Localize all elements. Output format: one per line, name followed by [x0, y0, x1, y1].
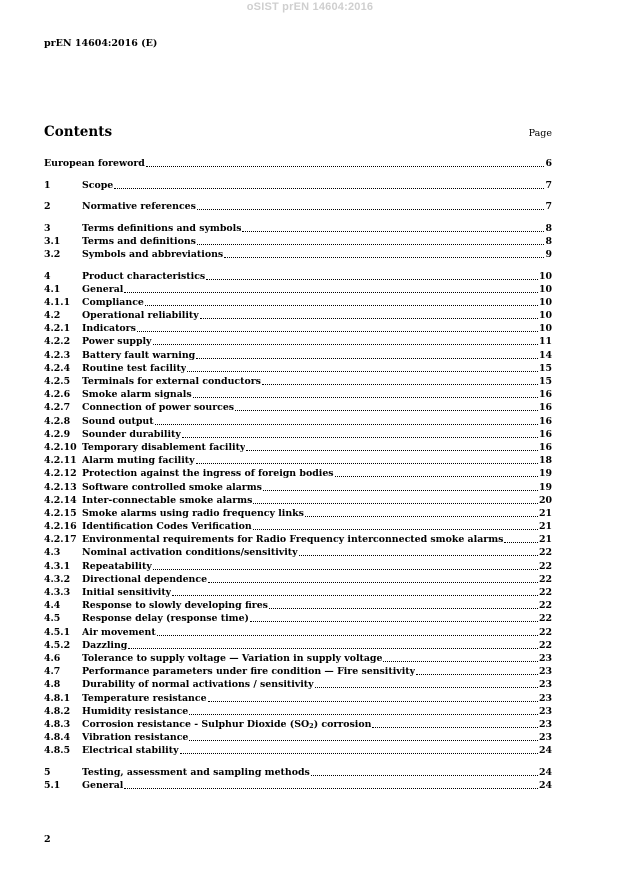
toc-entry[interactable] — [44, 677, 552, 690]
toc-entry-number: 4 — [44, 270, 51, 282]
toc-entry-page: 10 — [538, 283, 552, 295]
toc-entry-title — [82, 416, 154, 427]
toc-entry-title — [82, 706, 188, 717]
toc-entry-title-text: Humidity resistance — [82, 705, 189, 717]
toc-entry-number: 3.2 — [44, 249, 61, 261]
toc-entry-title — [82, 613, 249, 624]
toc-entry-leader-dots — [305, 515, 538, 517]
toc-entry-title — [82, 534, 503, 545]
toc-entry-leader-dots — [157, 634, 538, 636]
toc-entry-title-text: Identification Codes Verification — [82, 521, 252, 533]
toc-entry-number: 4.2.11 — [44, 455, 77, 467]
toc-entry-leader-dots — [335, 475, 538, 477]
toc-entry-page: 10 — [538, 310, 552, 322]
toc-entry-leader-dots — [242, 230, 544, 232]
toc-entry-title — [82, 223, 241, 234]
toc-entry-title-text: Electrical stability — [82, 745, 179, 757]
toc-entry[interactable] — [44, 268, 552, 281]
toc-entry[interactable] — [44, 466, 552, 479]
toc-entry[interactable] — [44, 532, 552, 545]
toc-entry-number: 3.1 — [44, 235, 61, 247]
toc-entry-title — [82, 653, 382, 664]
toc-entry-leader-dots — [197, 243, 545, 245]
toc-entry-page: 24 — [538, 745, 552, 757]
toc-entry-leader-dots — [114, 187, 544, 189]
toc-entry-title-text: Environmental requirements for Radio Frequency interconnected smoke alarms — [82, 534, 504, 546]
document-id: prEN 14604:2016 (E) — [44, 38, 158, 49]
toc-entry[interactable] — [44, 220, 552, 233]
toc-entry-page: 22 — [538, 626, 552, 638]
toc-entry-title-text: Tolerance to supply voltage — Variation in supply voltage — [82, 652, 383, 664]
toc-entry-leader-dots — [383, 660, 538, 662]
toc-entry-title — [82, 693, 207, 704]
toc-entry-page: 22 — [538, 587, 552, 598]
toc-entry-title-text: Terms definitions and symbols — [82, 222, 242, 234]
toc-entry-page: 22 — [538, 573, 552, 585]
toc-entry-leader-dots — [504, 541, 538, 543]
toc-entry-title — [82, 574, 207, 585]
toc-entry[interactable] — [44, 493, 552, 506]
toc-entry-page: 15 — [538, 376, 552, 387]
toc-entry-title — [82, 627, 156, 638]
toc-entry-number: 2 — [44, 201, 51, 213]
toc-entry[interactable] — [44, 624, 552, 637]
toc-entry-number: 3 — [44, 222, 51, 234]
toc-entry-title-text: Routine test facility — [82, 362, 187, 374]
toc-entry-leader-dots — [246, 449, 538, 451]
toc-entry-title — [82, 508, 304, 519]
toc-entry[interactable] — [44, 334, 552, 347]
toc-entry-title-text: Smoke alarms using radio frequency links — [82, 507, 304, 519]
toc-entry[interactable] — [44, 295, 552, 308]
toc-entry-title-text: Product characteristics — [82, 270, 206, 282]
toc-entry-page: 23 — [538, 652, 552, 664]
toc-entry-number: 4.6 — [44, 652, 61, 664]
toc-entry[interactable] — [44, 572, 552, 585]
toc-entry-leader-dots — [153, 568, 538, 570]
toc-entry[interactable] — [44, 545, 552, 558]
toc-entry-title-text: Directional dependence — [82, 573, 208, 585]
toc-entry-leader-dots — [189, 713, 538, 715]
toc-entry-title-text: Smoke alarm signals — [82, 389, 192, 401]
toc-entry-title — [82, 201, 196, 212]
toc-entry-title — [82, 745, 179, 756]
toc-entry-title-text: Symbols and abbreviations — [82, 249, 224, 261]
toc-entry[interactable] — [44, 479, 552, 492]
toc-entry-title-text: Inter-connectable smoke alarms — [82, 494, 253, 506]
toc-entry-page: 6 — [545, 158, 552, 170]
toc-entry[interactable] — [44, 690, 552, 703]
toc-entry-page: 21 — [538, 534, 552, 546]
toc-entry[interactable] — [44, 611, 552, 624]
toc-entry-page: 24 — [538, 779, 552, 791]
toc-entry[interactable] — [44, 638, 552, 651]
toc-entry-title — [82, 249, 223, 260]
toc-entry[interactable] — [44, 387, 552, 400]
toc-entry-number: 4.3.3 — [44, 587, 71, 598]
toc-entry-number: 4.1 — [44, 283, 61, 295]
toc-entry-number: 5 — [44, 766, 51, 778]
toc-entry[interactable] — [44, 778, 552, 791]
toc-entry-title-text: Temperature resistance — [82, 692, 207, 704]
toc-entry-leader-dots — [124, 787, 538, 789]
toc-entry-number: 4.2.7 — [44, 402, 71, 414]
toc-entry-number: 4.2.9 — [44, 428, 71, 440]
toc-entry[interactable] — [44, 506, 552, 519]
toc-entry-number: 4.8 — [44, 679, 61, 691]
toc-entry-page: 23 — [538, 692, 552, 704]
toc-entry[interactable] — [44, 308, 552, 321]
toc-entry-title-text: Response to slowly developing fires — [82, 600, 268, 612]
toc-entry-title — [82, 561, 152, 572]
toc-entry[interactable] — [44, 440, 552, 453]
toc-entry-number: 4.2.15 — [44, 507, 77, 519]
toc-entry-page: 21 — [538, 507, 552, 519]
toc-entry-title — [82, 389, 192, 400]
toc-entry-number: 4.3.1 — [44, 560, 71, 572]
toc-entry-number: 5.1 — [44, 779, 61, 791]
toc-entry[interactable] — [44, 585, 552, 598]
toc-entry-leader-dots — [372, 726, 538, 728]
toc-entry-leader-dots — [146, 165, 545, 167]
toc-entry-number: 4.2.1 — [44, 323, 71, 335]
toc-entry-page: 24 — [538, 766, 552, 778]
toc-entry-number: 4.2.4 — [44, 362, 71, 374]
toc-entry[interactable] — [44, 347, 552, 360]
toc-entry-number: 4.5.2 — [44, 639, 71, 651]
toc-entry-leader-dots — [189, 739, 538, 741]
toc-entry-number: 4.2.13 — [44, 481, 77, 493]
toc-entry-page: 23 — [538, 705, 552, 717]
toc-entry[interactable] — [44, 427, 552, 440]
toc-entry-page: 19 — [538, 481, 552, 493]
toc-entry-page: 11 — [538, 336, 552, 348]
toc-entry-leader-dots — [253, 528, 538, 530]
toc-entry-title — [82, 521, 252, 532]
toc-entry[interactable] — [44, 156, 552, 169]
toc-entry-leader-dots — [153, 343, 538, 345]
toc-entry-leader-dots — [250, 620, 538, 622]
toc-entry-title-text: Software controlled smoke alarms — [82, 481, 262, 493]
toc-entry-leader-dots — [208, 581, 538, 583]
toc-entry-leader-dots — [197, 208, 545, 210]
toc-entry-title — [82, 640, 127, 651]
toc-entry-title-text: Repeatability — [82, 560, 152, 572]
toc-entry-number: 4.2.2 — [44, 336, 71, 348]
toc-entry-title — [82, 271, 205, 282]
toc-entry-title — [82, 679, 314, 690]
toc-entry-title-text: Compliance — [82, 296, 144, 308]
toc-entry-title — [82, 402, 234, 413]
toc-entry[interactable] — [44, 247, 552, 260]
toc-entry-number: 4.8.3 — [44, 718, 71, 730]
toc-entry-page: 8 — [545, 235, 552, 247]
toc-entry-number: 1 — [44, 179, 51, 191]
toc-entry[interactable] — [44, 598, 552, 611]
toc-entry-title-text: Initial sensitivity — [82, 587, 172, 598]
toc-entry-leader-dots — [200, 317, 538, 319]
toc-entry-leader-dots — [196, 462, 538, 464]
toc-entry-page: 7 — [545, 179, 552, 191]
toc-entry-title-text: Terms and definitions — [82, 235, 196, 247]
toc-entry-page: 9 — [545, 249, 552, 261]
toc-entry[interactable] — [44, 234, 552, 247]
toc-entry-page: 16 — [538, 428, 552, 440]
toc-entry-page: 22 — [538, 600, 552, 612]
toc-entry-title — [82, 666, 415, 677]
toc-entry-number: 4.2.12 — [44, 468, 77, 480]
toc-entry[interactable] — [44, 765, 552, 778]
toc-entry-title-text: Power supply — [82, 336, 152, 348]
toc-entry[interactable] — [44, 177, 552, 190]
toc-entry-title — [82, 323, 136, 334]
toc-entry-leader-dots — [155, 423, 538, 425]
toc-entry-leader-dots — [208, 700, 538, 702]
toc-entry-number: 4.4 — [44, 600, 61, 612]
toc-entry-title-text: Sound output — [82, 415, 154, 427]
toc-entry[interactable] — [44, 282, 552, 295]
toc-entry-page: 16 — [538, 389, 552, 401]
toc-entry-leader-dots — [128, 647, 538, 649]
toc-entry-leader-dots — [253, 502, 538, 504]
toc-entry-page: 20 — [538, 494, 552, 506]
toc-entry-leader-dots — [187, 370, 538, 372]
toc-entry-title — [82, 284, 123, 295]
toc-entry[interactable] — [44, 651, 552, 664]
toc-entry-number: 4.2.16 — [44, 521, 77, 533]
toc-entry-number: 4.5 — [44, 613, 61, 625]
toc-entry-page: 14 — [538, 349, 552, 361]
toc-entry-number: 4.7 — [44, 666, 61, 678]
toc-entry-title-text: Operational reliability — [82, 310, 199, 322]
toc-entry-title-text: Indicators — [82, 323, 136, 335]
toc-entry-title-text: Alarm muting facility — [82, 455, 195, 467]
toc-entry-title-text: Sounder durability — [82, 428, 181, 440]
toc-entry-title: European foreword — [44, 158, 145, 170]
toc-entry-page: 18 — [538, 455, 552, 467]
toc-entry-page: 23 — [538, 666, 552, 678]
toc-entry-title-subscript: 2 — [309, 721, 314, 730]
toc-entry-title — [82, 719, 371, 730]
toc-entry-page: 23 — [538, 718, 552, 730]
toc-entry-leader-dots — [182, 436, 538, 438]
toc-entry-title-text: Nominal activation conditions/sensitivity — [82, 547, 298, 559]
toc-entry-title — [82, 180, 113, 191]
toc-entry-leader-dots — [235, 409, 538, 411]
toc-entry-title — [82, 600, 268, 611]
toc-entry-page: 7 — [545, 201, 552, 213]
toc-entry-page: 15 — [538, 362, 552, 374]
toc-entry-number: 4.2.14 — [44, 494, 77, 506]
toc-entry[interactable] — [44, 361, 552, 374]
toc-entry-title-text: General — [82, 779, 124, 791]
toc-entry-page: 23 — [538, 679, 552, 691]
toc-entry-title — [82, 547, 298, 558]
toc-entry-title — [82, 587, 171, 598]
toc-entry[interactable] — [44, 730, 552, 743]
toc-entry-title — [82, 767, 310, 778]
toc-entry-title-text: Temporary disablement facility — [82, 441, 246, 453]
toc-entry-page: 10 — [538, 270, 552, 282]
toc-entry-number: 4.2.3 — [44, 349, 71, 361]
page-column-label: Page — [528, 128, 552, 139]
toc-entry-title — [82, 236, 196, 247]
toc-entry[interactable] — [44, 704, 552, 717]
toc-entry-number: 4.8.4 — [44, 732, 71, 744]
toc-entry-leader-dots — [224, 256, 544, 258]
footer-page-number: 2 — [44, 834, 51, 845]
toc-entry[interactable] — [44, 199, 552, 212]
toc-entry-title — [82, 336, 152, 347]
toc-entry-title — [82, 780, 123, 791]
toc-entry-leader-dots — [311, 774, 538, 776]
toc-entry-page: 22 — [538, 547, 552, 559]
toc-entry[interactable] — [44, 558, 552, 571]
toc-entry-number: 4.3 — [44, 547, 61, 559]
toc-entry[interactable] — [44, 664, 552, 677]
toc-entry-title-text: Durability of normal activations / sensitivity — [82, 679, 314, 691]
toc-entry-number: 4.3.2 — [44, 573, 71, 585]
toc-entry-title-text: Normative references — [82, 201, 196, 213]
toc-entry-page: 10 — [538, 323, 552, 335]
toc-entry-page: 8 — [545, 222, 552, 234]
toc-entry-number: 4.1.1 — [44, 296, 71, 308]
toc-entry-title-text: Testing, assessment and sampling methods — [82, 766, 310, 778]
toc-entry-title — [82, 297, 144, 308]
toc-entry-title-text: Protection against the ingress of foreign bodies — [82, 468, 334, 480]
toc-entry-title-text: Response delay (response time) — [82, 613, 249, 625]
toc-entry-page: 22 — [538, 560, 552, 572]
toc-entry-leader-dots — [172, 594, 538, 596]
toc-entry-page: 16 — [538, 402, 552, 414]
toc-entry-title-text: General — [82, 283, 124, 295]
toc-entry-title — [82, 732, 188, 743]
toc-entry-leader-dots — [299, 554, 538, 556]
toc-entry[interactable] — [44, 743, 552, 756]
toc-entry-leader-dots — [263, 489, 538, 491]
toc-entry-title-text: Corrosion resistance - Sulphur Dioxide (SO — [82, 718, 310, 730]
toc-entry-title-text: Connection of power sources — [82, 402, 235, 414]
toc-entry-leader-dots — [196, 357, 538, 359]
watermark: oSIST prEN 14604:2016 — [246, 1, 374, 13]
toc-entry-title — [82, 376, 261, 387]
toc-entry-number: 4.2.5 — [44, 376, 71, 387]
toc-entry-page: 16 — [538, 441, 552, 453]
toc-entry-title — [82, 482, 262, 493]
toc-entry-title-text: Scope — [82, 179, 114, 191]
toc-entry-leader-dots — [206, 278, 538, 280]
toc-entry-title — [82, 310, 199, 321]
toc-entry[interactable] — [44, 453, 552, 466]
table-of-contents — [44, 156, 552, 791]
toc-entry-title-suffix: ) corrosion — [313, 718, 372, 730]
toc-entry-title — [82, 350, 195, 361]
toc-entry-page: 16 — [538, 415, 552, 427]
toc-entry-title — [82, 455, 195, 466]
toc-entry-number: 4.5.1 — [44, 626, 71, 638]
toc-entry-title-text: Vibration resistance — [82, 732, 189, 744]
toc-entry[interactable] — [44, 374, 552, 387]
toc-entry[interactable] — [44, 717, 552, 730]
toc-entry-title — [82, 442, 245, 453]
toc-entry-title-text: Performance parameters under fire condition — Fire sensitivity — [82, 666, 416, 678]
toc-entry-page: 22 — [538, 639, 552, 651]
toc-entry-title — [82, 495, 252, 506]
toc-entry[interactable] — [44, 519, 552, 532]
toc-entry[interactable] — [44, 400, 552, 413]
toc-entry-number: 4.8.1 — [44, 692, 71, 704]
toc-entry-number: 4.8.5 — [44, 745, 71, 757]
toc-entry-number: 4.2.8 — [44, 415, 71, 427]
toc-entry-leader-dots — [145, 304, 538, 306]
toc-entry-page: 19 — [538, 468, 552, 480]
toc-entry-title — [82, 429, 181, 440]
toc-entry-leader-dots — [315, 686, 538, 688]
toc-entry-page: 10 — [538, 296, 552, 308]
toc-entry-number: 4.2.10 — [44, 441, 77, 453]
contents-heading: Contents — [44, 124, 113, 140]
toc-entry-number: 4.2 — [44, 310, 61, 322]
toc-entry-number: 4.2.17 — [44, 534, 77, 546]
toc-entry-leader-dots — [124, 291, 538, 293]
toc-entry[interactable] — [44, 413, 552, 426]
toc-entry-leader-dots — [416, 673, 538, 675]
toc-entry-title-text: Terminals for external conductors — [82, 376, 261, 387]
toc-entry-leader-dots — [180, 752, 538, 754]
toc-entry-leader-dots — [193, 396, 538, 398]
toc-entry-leader-dots — [262, 383, 538, 385]
toc-entry-page: 22 — [538, 613, 552, 625]
toc-entry-number: 4.2.6 — [44, 389, 71, 401]
toc-entry-page: 21 — [538, 521, 552, 533]
toc-entry-title — [82, 468, 334, 479]
toc-entry-page: 23 — [538, 732, 552, 744]
toc-entry-title-text: Air movement — [82, 626, 156, 638]
toc-entry-leader-dots — [269, 607, 538, 609]
toc-entry-title — [82, 363, 186, 374]
toc-entry-title-text: Dazzling — [82, 639, 128, 651]
toc-entry-leader-dots — [137, 330, 538, 332]
toc-entry-number: 4.8.2 — [44, 705, 71, 717]
toc-entry-title-text: Battery fault warning — [82, 349, 196, 361]
toc-entry[interactable] — [44, 321, 552, 334]
